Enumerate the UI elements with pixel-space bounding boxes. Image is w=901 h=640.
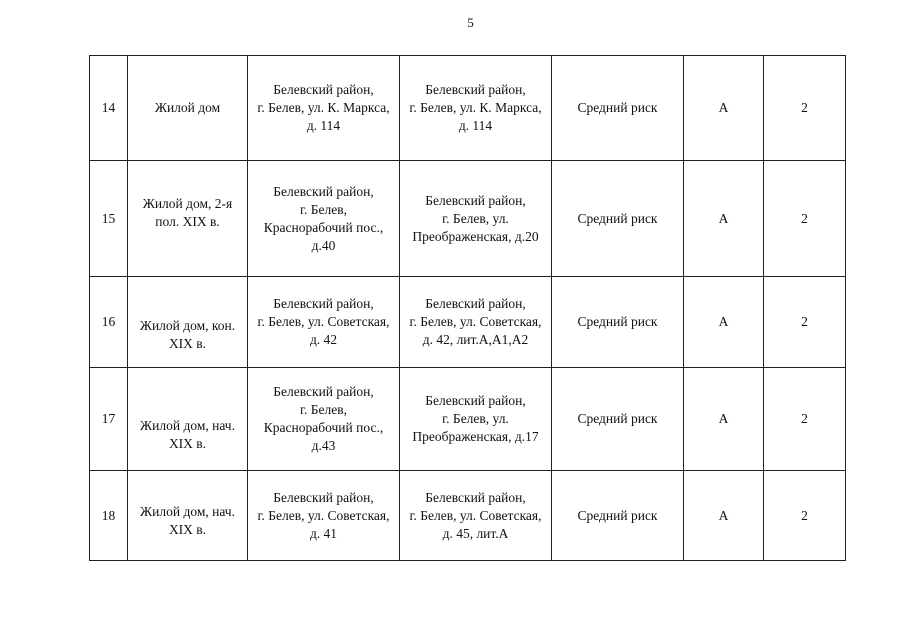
registry-table	[89, 55, 846, 561]
category-grade: 2	[764, 161, 846, 277]
object-address: Белевский район, г. Белев, ул. Советская, д. 45, лит.А	[400, 471, 552, 561]
table-row	[90, 161, 846, 277]
object-location: Белевский район, г. Белев, ул. Советская, д. 42	[248, 277, 400, 368]
risk-category: Средний риск	[552, 161, 684, 277]
risk-category: Средний риск	[552, 277, 684, 368]
category-grade: 2	[764, 277, 846, 368]
object-name: Жилой дом, кон. XIX в.	[128, 277, 248, 368]
object-location: Белевский район, г. Белев, ул. К. Маркса, д. 114	[248, 56, 400, 161]
object-name: Жилой дом, нач. XIX в.	[128, 368, 248, 471]
object-address: Белевский район, г. Белев, ул. Преображенская, д.17	[400, 368, 552, 471]
table-row	[90, 368, 846, 471]
object-address: Белевский район, г. Белев, ул. Советская, д. 42, лит.А,А1,А2	[400, 277, 552, 368]
risk-category: Средний риск	[552, 471, 684, 561]
object-name: Жилой дом, нач. XIX в.	[128, 471, 248, 561]
row-number: 16	[90, 277, 128, 368]
category-grade: 2	[764, 56, 846, 161]
row-number: 15	[90, 161, 128, 277]
table-row	[90, 56, 846, 161]
row-number: 18	[90, 471, 128, 561]
object-location: Белевский район, г. Белев, Краснорабочий пос., д.40	[248, 161, 400, 277]
risk-category: Средний риск	[552, 56, 684, 161]
category-grade: 2	[764, 471, 846, 561]
object-name: Жилой дом	[128, 56, 248, 161]
category-letter: А	[684, 471, 764, 561]
row-number: 14	[90, 56, 128, 161]
page-number: 5	[467, 15, 474, 30]
object-location: Белевский район, г. Белев, Краснорабочий пос., д.43	[248, 368, 400, 471]
risk-category: Средний риск	[552, 368, 684, 471]
row-number: 17	[90, 368, 128, 471]
category-letter: А	[684, 161, 764, 277]
object-address: Белевский район, г. Белев, ул. Преображенская, д.20	[400, 161, 552, 277]
object-address: Белевский район, г. Белев, ул. К. Маркса, д. 114	[400, 56, 552, 161]
table-row	[90, 471, 846, 561]
category-letter: А	[684, 277, 764, 368]
category-grade: 2	[764, 368, 846, 471]
category-letter: А	[684, 368, 764, 471]
table-row	[90, 277, 846, 368]
object-location: Белевский район, г. Белев, ул. Советская, д. 41	[248, 471, 400, 561]
category-letter: А	[684, 56, 764, 161]
object-name: Жилой дом, 2-я пол. XIX в.	[128, 161, 248, 277]
